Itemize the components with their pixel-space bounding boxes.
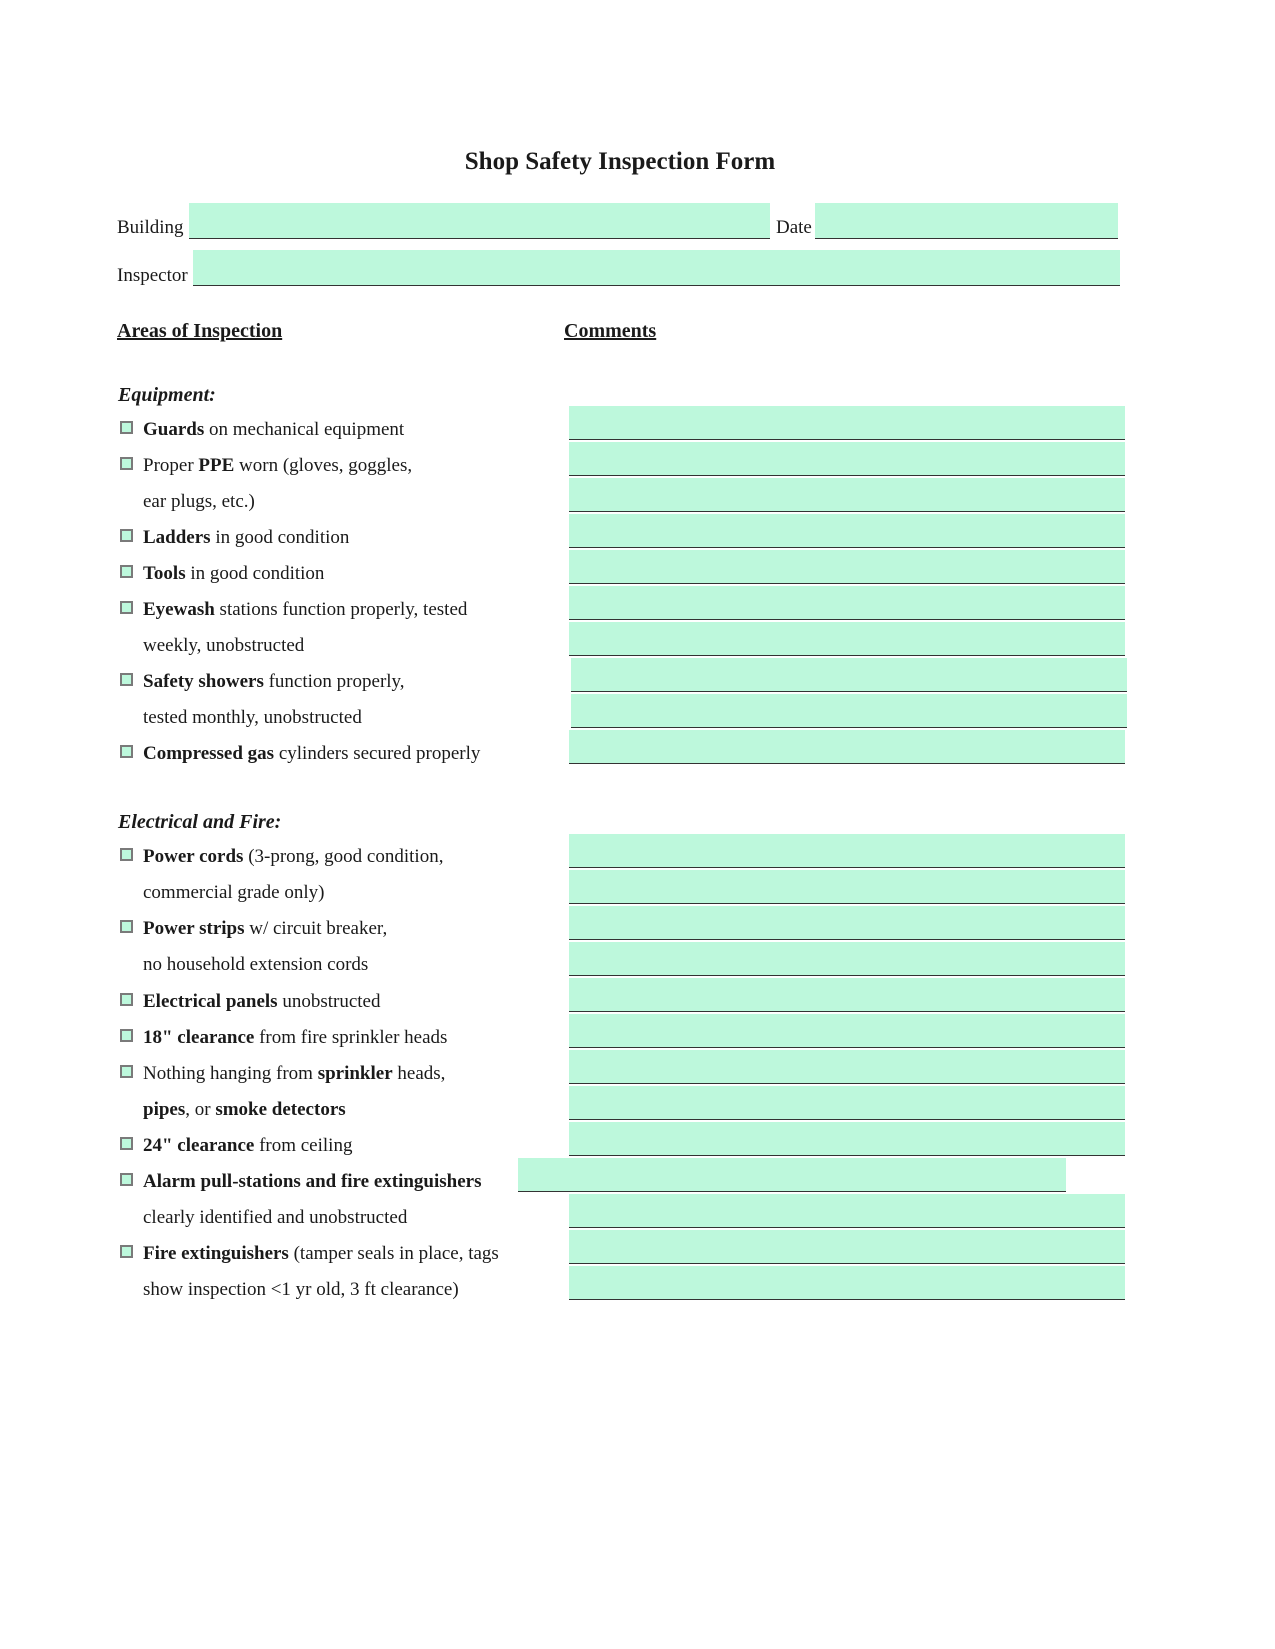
comment-field-electrical-12[interactable] xyxy=(569,1230,1125,1264)
checkbox-fire-extinguishers[interactable] xyxy=(120,1245,133,1258)
item-electrical-panels: Electrical panels unobstructed xyxy=(143,991,381,1012)
comment-field-equipment-8[interactable] xyxy=(571,658,1127,692)
item-alarm-pull-stations-cont: clearly identified and unobstructed xyxy=(143,1207,408,1228)
checkbox-electrical-panels[interactable] xyxy=(120,993,133,1006)
date-label: Date xyxy=(776,217,812,238)
item-ladders: Ladders in good condition xyxy=(143,527,350,548)
item-eyewash: Eyewash stations function properly, tested xyxy=(143,599,468,620)
item-fire-extinguishers-cont: show inspection <1 yr old, 3 ft clearance) xyxy=(143,1279,459,1300)
equipment-heading: Equipment: xyxy=(118,384,216,406)
item-power-strips: Power strips w/ circuit breaker, xyxy=(143,918,388,939)
comment-field-electrical-8[interactable] xyxy=(569,1086,1125,1120)
comment-field-equipment-3[interactable] xyxy=(569,478,1125,512)
item-fire-extinguishers: Fire extinguishers (tamper seals in place, tags xyxy=(143,1243,499,1264)
item-safety-showers: Safety showers function properly, xyxy=(143,671,405,692)
item-ppe: Proper PPE worn (gloves, goggles, xyxy=(143,455,413,476)
item-sprinkler-cont: pipes, or smoke detectors xyxy=(143,1099,346,1120)
comments-heading: Comments xyxy=(564,320,657,342)
comment-field-electrical-11[interactable] xyxy=(569,1194,1125,1228)
comment-field-electrical-5[interactable] xyxy=(569,978,1125,1012)
comment-field-equipment-5[interactable] xyxy=(569,550,1125,584)
comment-field-electrical-6[interactable] xyxy=(569,1014,1125,1048)
comment-field-equipment-7[interactable] xyxy=(569,622,1125,656)
checkbox-18-clearance[interactable] xyxy=(120,1029,133,1042)
item-power-cords: Power cords (3-prong, good condition, xyxy=(143,846,444,867)
building-label: Building xyxy=(117,217,184,238)
item-tools: Tools in good condition xyxy=(143,563,325,584)
comment-field-electrical-1[interactable] xyxy=(569,834,1125,868)
comment-field-electrical-10[interactable] xyxy=(518,1158,1066,1192)
comment-field-equipment-9[interactable] xyxy=(571,694,1127,728)
comment-field-electrical-13[interactable] xyxy=(569,1266,1125,1300)
checkbox-compressed-gas[interactable] xyxy=(120,745,133,758)
checkbox-ppe[interactable] xyxy=(120,457,133,470)
comment-field-electrical-2[interactable] xyxy=(569,870,1125,904)
checkbox-ladders[interactable] xyxy=(120,529,133,542)
item-eyewash-cont: weekly, unobstructed xyxy=(143,635,305,656)
checkbox-safety-showers[interactable] xyxy=(120,673,133,686)
checkbox-tools[interactable] xyxy=(120,565,133,578)
checkbox-power-strips[interactable] xyxy=(120,920,133,933)
item-compressed-gas: Compressed gas cylinders secured properly xyxy=(143,743,481,764)
item-power-cords-cont: commercial grade only) xyxy=(143,882,325,903)
checkbox-24-clearance[interactable] xyxy=(120,1137,133,1150)
checkbox-eyewash[interactable] xyxy=(120,601,133,614)
form-title: Shop Safety Inspection Form xyxy=(464,148,776,175)
item-power-strips-cont: no household extension cords xyxy=(143,954,369,975)
item-ppe-cont: ear plugs, etc.) xyxy=(143,491,255,512)
areas-heading: Areas of Inspection xyxy=(117,320,283,342)
comment-field-electrical-3[interactable] xyxy=(569,906,1125,940)
checkbox-sprinkler[interactable] xyxy=(120,1065,133,1078)
building-field[interactable] xyxy=(189,203,770,239)
item-alarm-pull-stations: Alarm pull-stations and fire extinguishers xyxy=(143,1171,482,1192)
comment-field-equipment-4[interactable] xyxy=(569,514,1125,548)
item-18-clearance: 18" clearance from fire sprinkler heads xyxy=(143,1027,448,1048)
item-sprinkler: Nothing hanging from sprinkler heads, xyxy=(143,1063,446,1084)
comment-field-equipment-10[interactable] xyxy=(569,730,1125,764)
item-safety-showers-cont: tested monthly, unobstructed xyxy=(143,707,362,728)
comment-field-equipment-2[interactable] xyxy=(569,442,1125,476)
comment-field-electrical-4[interactable] xyxy=(569,942,1125,976)
electrical-heading: Electrical and Fire: xyxy=(118,811,282,833)
comment-field-electrical-9[interactable] xyxy=(569,1122,1125,1156)
checkbox-guards[interactable] xyxy=(120,421,133,434)
comment-field-equipment-1[interactable] xyxy=(569,406,1125,440)
date-field[interactable] xyxy=(815,203,1118,239)
checkbox-alarm-pull-stations[interactable] xyxy=(120,1173,133,1186)
item-guards: Guards on mechanical equipment xyxy=(143,419,405,440)
comment-field-equipment-6[interactable] xyxy=(569,586,1125,620)
inspector-label: Inspector xyxy=(117,265,188,286)
inspector-field[interactable] xyxy=(193,250,1120,286)
checkbox-power-cords[interactable] xyxy=(120,848,133,861)
comment-field-electrical-7[interactable] xyxy=(569,1050,1125,1084)
item-24-clearance: 24" clearance from ceiling xyxy=(143,1135,353,1156)
